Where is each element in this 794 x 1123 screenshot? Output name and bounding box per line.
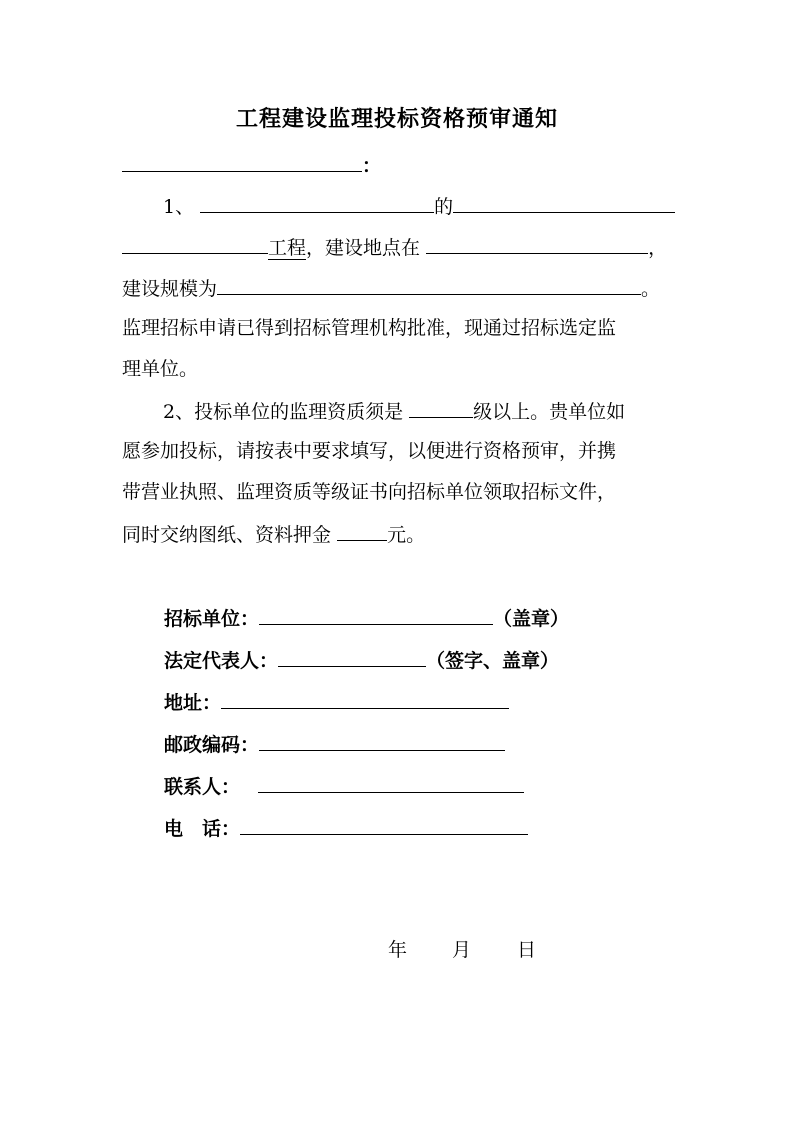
- para2-line4: [122, 519, 677, 547]
- legal-rep-label: 法定代表人：: [164, 650, 279, 672]
- addressee-line: [122, 150, 677, 178]
- project-word: 工程: [268, 237, 307, 259]
- date-day: 日: [517, 939, 537, 961]
- contact-label: 联系人：: [164, 776, 241, 798]
- para1-number: 1、: [163, 196, 195, 218]
- deposit-suffix: 元。: [387, 524, 426, 546]
- para2-line3: 带营业执照、监理资质等级证书向招标单位领取招标文件，: [122, 481, 617, 503]
- para1-de: 的: [434, 196, 454, 218]
- tenderer-blank[interactable]: [259, 603, 493, 625]
- tenderer-label: 招标单位：: [164, 608, 260, 630]
- para2-line2: 愿参加投标，请按表中要求填写，以便进行资格预审，并携: [122, 440, 617, 462]
- deposit-amount-blank[interactable]: [337, 519, 387, 541]
- project-name-blank-1[interactable]: [453, 191, 675, 213]
- legal-rep-row: [164, 645, 559, 673]
- date-year: 年: [388, 939, 408, 961]
- phone-label: 电 话：: [164, 818, 241, 840]
- location-blank[interactable]: [426, 232, 648, 254]
- para1-line4: 监理招标申请已得到招标管理机构批准，现通过招标选定监: [122, 317, 617, 339]
- document-title: 工程建设监理投标资格预审通知: [235, 107, 558, 132]
- contact-blank[interactable]: [258, 771, 524, 793]
- postal-blank[interactable]: [259, 729, 505, 751]
- qualification-label: 2、投标单位的监理资质须是: [163, 401, 404, 423]
- address-blank[interactable]: [221, 687, 509, 709]
- para1-comma: ，: [648, 237, 668, 259]
- para1-line5: 理单位。: [122, 358, 199, 380]
- date-month: 月: [452, 939, 472, 961]
- scale-label: 建设规模为: [122, 278, 218, 300]
- project-name-blank-2[interactable]: [122, 232, 268, 254]
- postal-label: 邮政编码：: [164, 734, 260, 756]
- address-label: 地址：: [164, 692, 222, 714]
- legal-rep-suffix: （签字、盖章）: [426, 650, 560, 672]
- tenderer-row: [164, 603, 569, 631]
- addressee-colon: ：: [362, 155, 382, 177]
- para1-period: 。: [641, 278, 661, 300]
- para1-line2: [122, 232, 677, 260]
- tenderer-name-blank[interactable]: [200, 191, 434, 213]
- phone-row: [164, 813, 528, 841]
- para1-line1: [163, 191, 683, 219]
- phone-blank[interactable]: [240, 813, 528, 835]
- postal-row: [164, 729, 505, 757]
- qualification-suffix: 级以上。贵单位如: [473, 401, 626, 423]
- contact-row: [164, 771, 524, 799]
- location-label: ，建设地点在: [306, 237, 421, 259]
- scale-blank[interactable]: [217, 273, 641, 295]
- qualification-grade-blank[interactable]: [409, 396, 473, 418]
- deposit-label: 同时交纳图纸、资料押金: [122, 524, 332, 546]
- legal-rep-blank[interactable]: [278, 645, 426, 667]
- addressee-blank[interactable]: [122, 150, 362, 172]
- para2-line1: [163, 396, 683, 424]
- tenderer-suffix: （盖章）: [493, 608, 570, 630]
- para1-line3: [122, 273, 677, 301]
- address-row: [164, 687, 509, 715]
